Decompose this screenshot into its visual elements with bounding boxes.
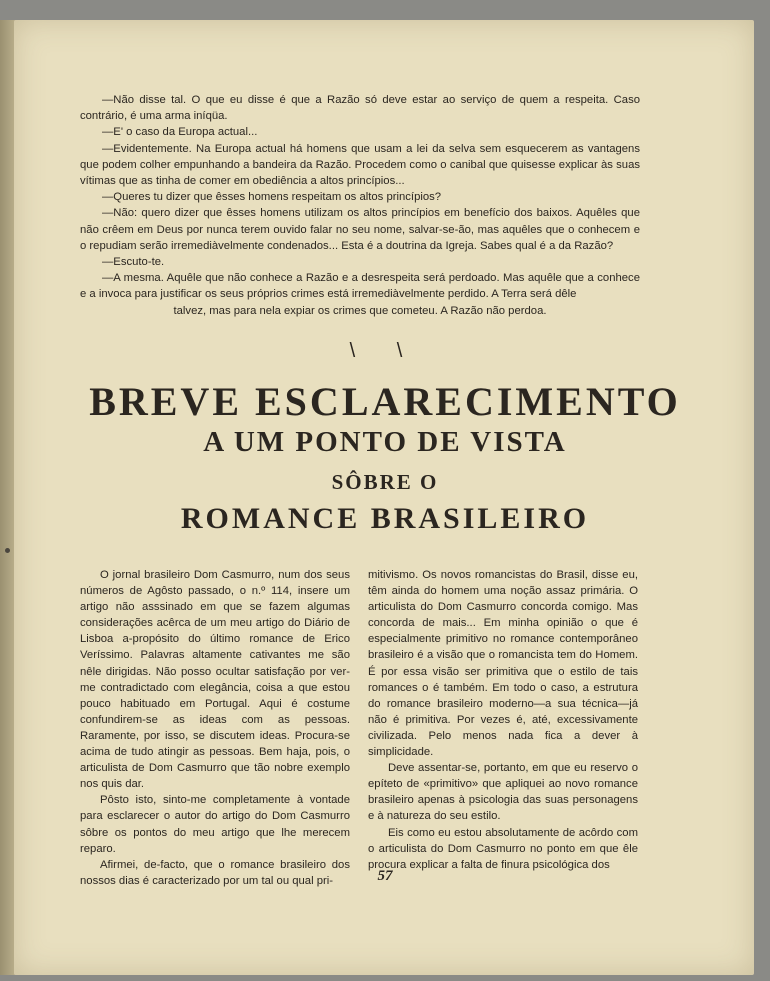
dialogue-paragraph: —Evidentemente. Na Europa actual há homens que usam a lei da selva sem esquecerem as vantagens que podem colher empunhando a bandeira da Razão. Procedem como o canibal que quisesse explicar às suas vítimas que as tinha de comer em obediência a altos princípios... bbox=[80, 142, 640, 188]
dialogue-paragraph: —Não: quero dizer que êsses homens utilizam os altos princípios em benefício dos baixos. Aquêles que não crêem em Deus por nunca terem ouvido falar no seu nome, salvar-se-ão, mas aquêles que o conhecem e o repudiam serão irremediàvelmente condenados... Esta é a doutrina da Igreja. Sabes qual é a da Razão? bbox=[80, 207, 640, 252]
article-column-right bbox=[368, 567, 638, 873]
article-paragraph: mitivismo. Os novos romancistas do Brasil, disse eu, têm ainda do homem uma noção assaz primária. O articulista do Dom Casmurro concorda comigo. Mas concorda de mais... Em minha opinião o que é especialmente primitivo no romance contemporâneo brasileiro é a visão que o romancista tem do Homem. É por essa visão ser primitiva que o estilo de tais romances o é também. Em todo o caso, a estrutura do romance brasileiro moderno—a sua técnica—já não é primitiva. Por vezes é, até, excessivamente civilizada. Pelo menos nada fica a dever à simplicidade. bbox=[368, 569, 638, 759]
article-column-left bbox=[80, 567, 350, 889]
dialogue-paragraph: —Queres tu dizer que êsses homens respeitam os altos princípios? bbox=[102, 191, 442, 204]
page-mark bbox=[5, 548, 10, 553]
article-title-line-4: ROMANCE BRASILEIRO bbox=[180, 502, 590, 535]
dialogue-paragraph: —Escuto-te. bbox=[102, 256, 165, 269]
article-paragraph: Afirmei, de-facto, que o romance brasileiro dos nossos dias é caracterizado por um tal ou qual pri- bbox=[80, 858, 350, 887]
dialogue-block bbox=[80, 92, 640, 319]
article-paragraph: O jornal brasileiro Dom Casmurro, num dos seus números de Agôsto passado, o n.º 114, insere um artigo não asssinado em que se fazem algumas considerações acêrca de um meu artigo do Diário de Lisboa a-propósito do último romance de Erico Veríssimo. Palavras altamente cativantes me são nêle dirigidas. Não posso ocultar satisfação por ver-me contradictado com elegância, coisa a que estou pouco habituado em Portugal. Aqui é costume confundirem-se as ideas com as pessoas. Raramente, por isso, se discutem ideas. Procura-se acima de tudo atingir as pessoas. Bem haja, pois, o articulista de Dom Casmurro que tão nobre exemplo nos quis dar. bbox=[80, 569, 350, 791]
article-paragraph: Pôsto isto, sinto-me completamente à vontade para esclarecer o autor do artigo do Dom Casmurro sôbre os pontos do meu artigo que lhe merecem reparo. bbox=[80, 794, 350, 855]
dialogue-paragraph-final: talvez, mas para nela expiar os crimes que cometeu. A Razão não perdoa. bbox=[173, 304, 547, 317]
dialogue-paragraph: —A mesma. Aquêle que não conhece a Razão e a desrespeita será perdoado. Mas aquêle que a conhece e a invoca para justificar os seus próprios crimes está irremediàvelmente perdido. A Terra será dêle bbox=[80, 272, 640, 301]
section-ornament: \ \ bbox=[349, 340, 421, 362]
article-title-line-2: A UM PONTO DE VISTA bbox=[203, 426, 567, 458]
article-title-line-1: BREVE ESCLARECIMENTO bbox=[89, 379, 681, 424]
article-title-line-3: SÔBRE O bbox=[331, 470, 439, 494]
article-paragraph: Deve assentar-se, portanto, em que eu reservo o epíteto de «primitivo» que apliquei ao novo romance brasileiro apenas à psicologia das suas personagens e à natureza do seu estilo. bbox=[368, 762, 638, 823]
page-number: 57 bbox=[377, 868, 393, 884]
dialogue-paragraph: —Não disse tal. O que eu disse é que a Razão só deve estar ao serviço de quem a respeita. Caso contrário, é uma arma iníqüa. bbox=[80, 94, 640, 123]
dialogue-paragraph: —E' o caso da Europa actual... bbox=[102, 126, 258, 139]
article-paragraph: Eis como eu estou absolutamente de acôrdo com o articulista do Dom Casmurro no ponto em que êle procura explicar a falta de finura psicológica dos bbox=[368, 826, 638, 871]
